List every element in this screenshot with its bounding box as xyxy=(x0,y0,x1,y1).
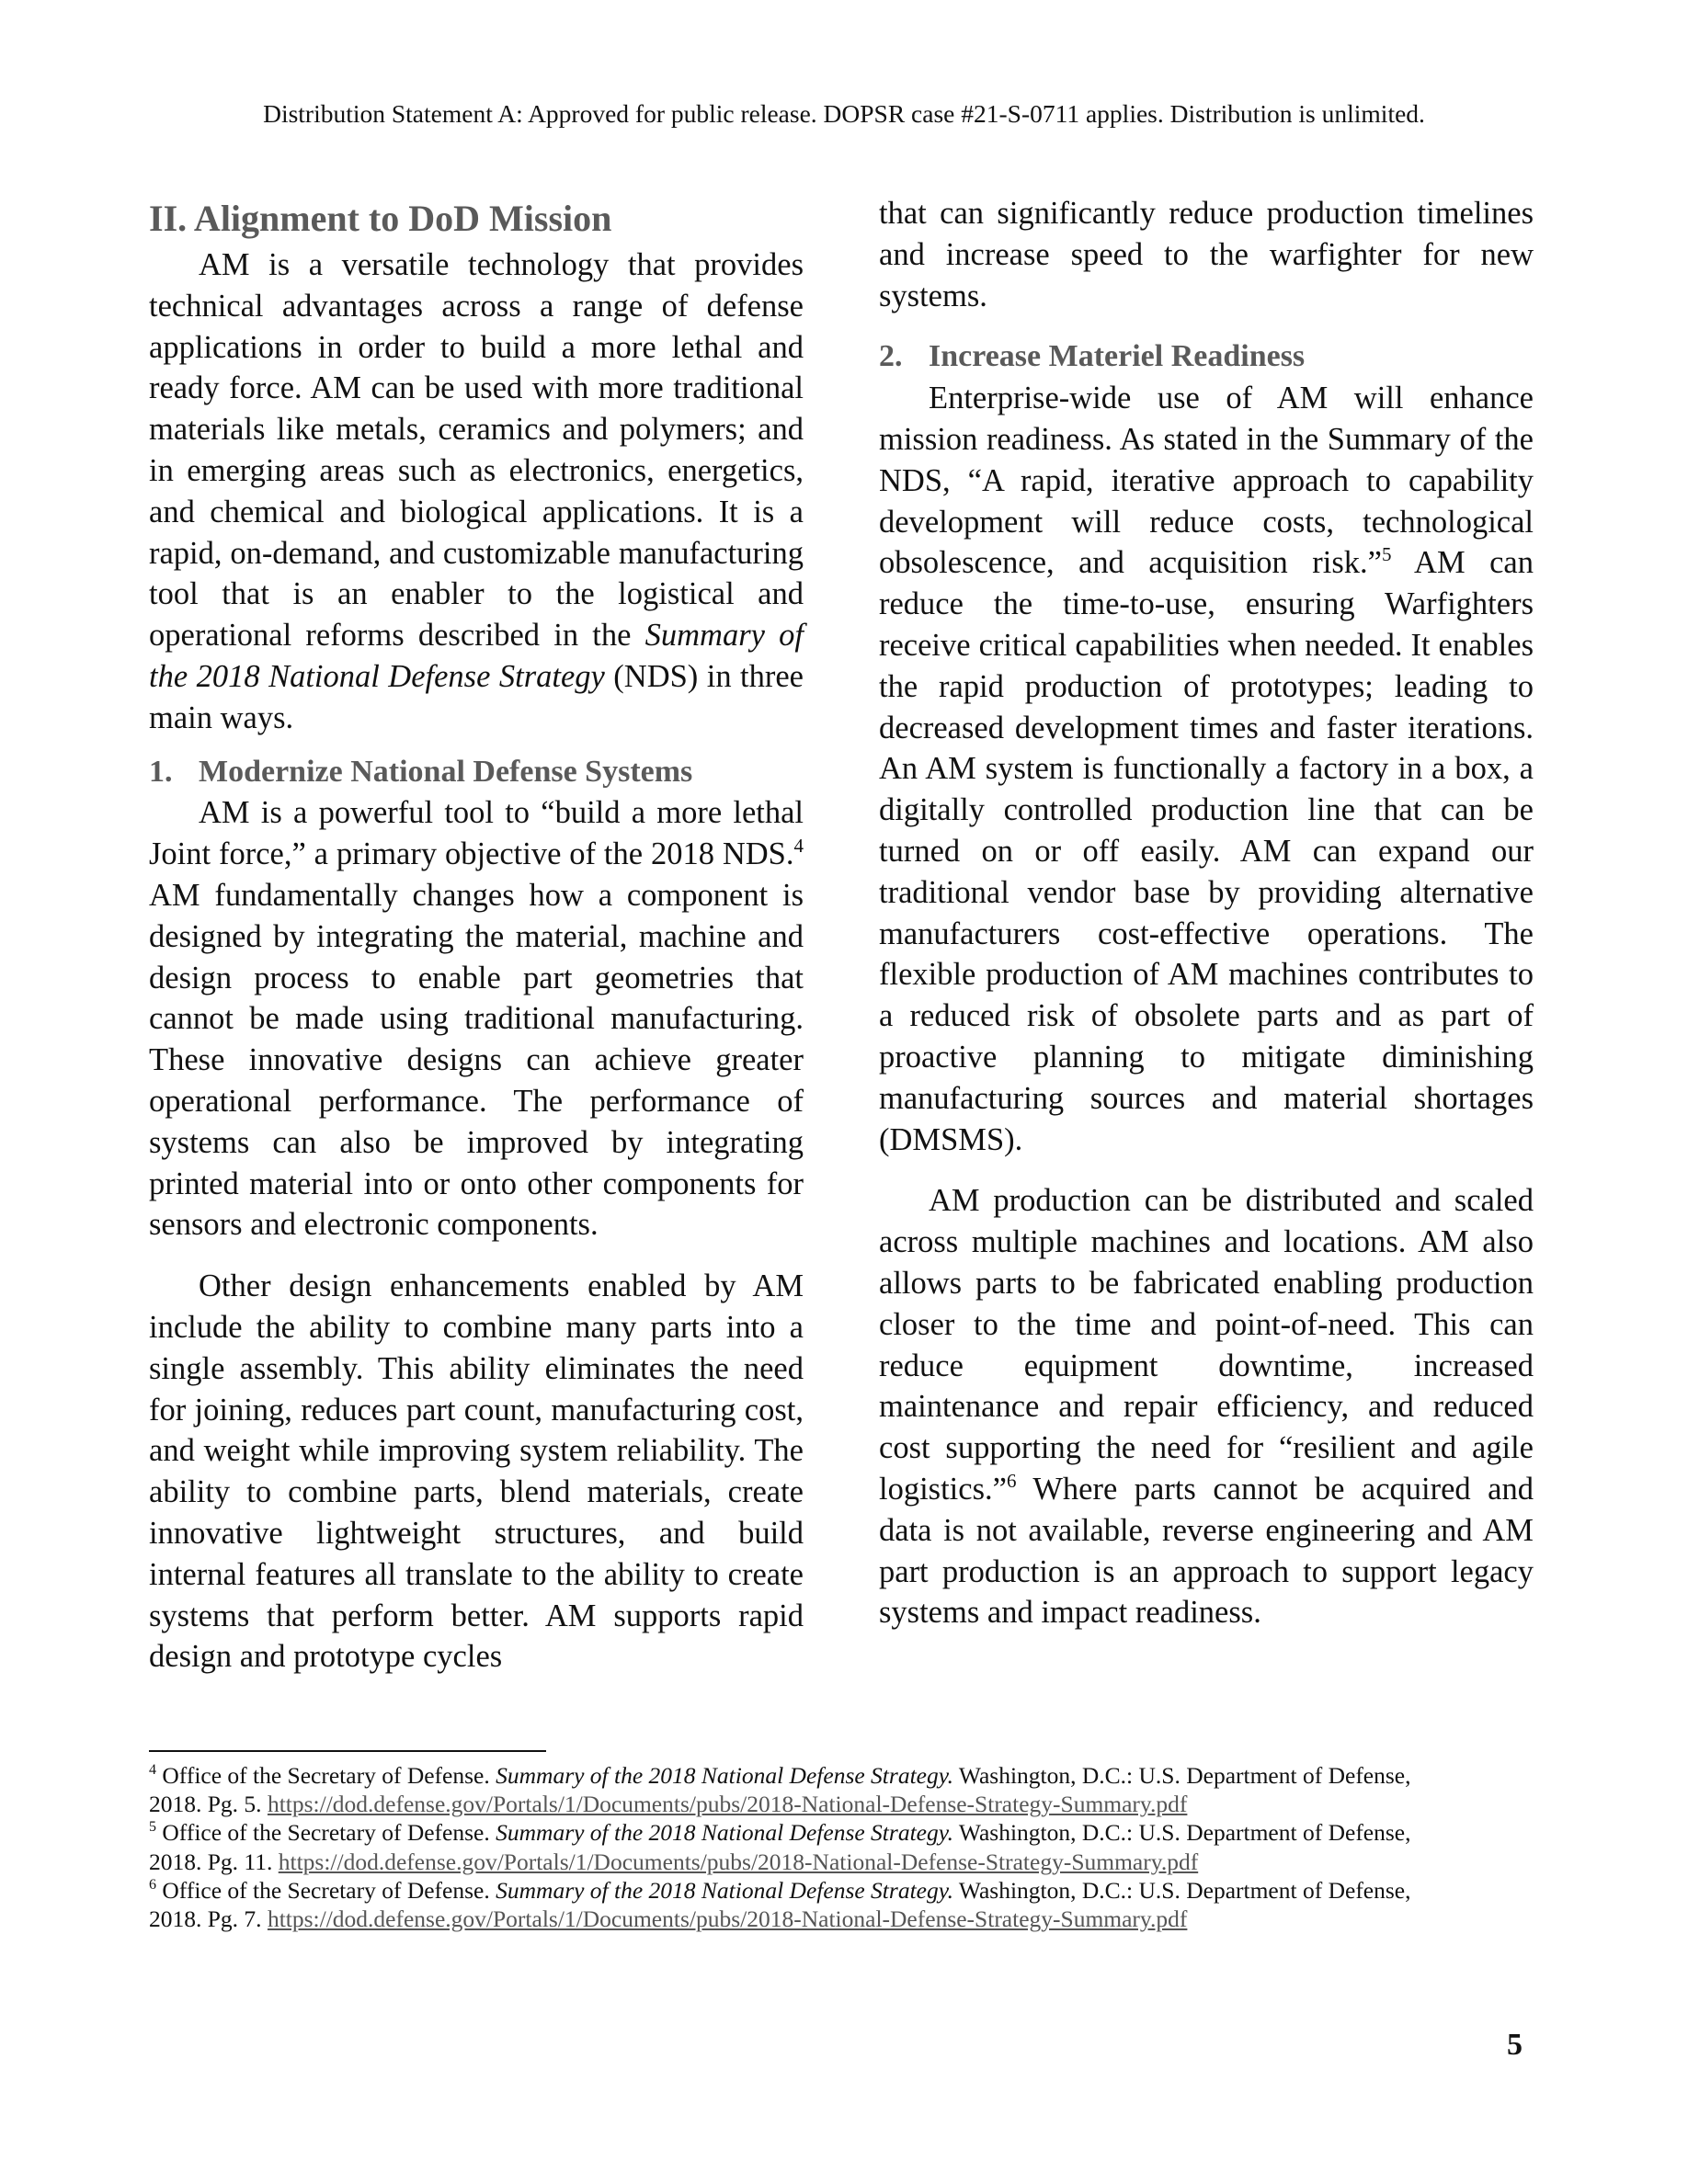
paragraph-text: AM fundamentally changes how a component is designed by integrating the material, machine and design process to enable part geometries that cannot be made using traditional manufacturing. These innovative designs can achieve greater operational performance. The performance of systems can also be improved by integrating printed material into or onto other components for sensors and electronic components. xyxy=(149,877,804,1243)
footnote-4-line-2 xyxy=(149,1790,1546,1818)
subsection-1-heading xyxy=(149,752,804,793)
footnote-separator xyxy=(149,1750,546,1752)
footnote-publisher: Washington, D.C.: U.S. Department of Defense, xyxy=(953,1762,1411,1789)
footnote-work: Summary of the 2018 National Defense Strategy. xyxy=(496,1876,954,1904)
footnote-5 xyxy=(149,1818,1546,1847)
subsection-1-paragraph-2: Other design enhancements enabled by AM include the ability to combine many parts into a single assembly. This ability eliminates the need for joining, reduces part count, manufacturing cost, and weight while improving system reliability. The ability to combine parts, blend materials, create innovative lightweight structures, and build internal features all translate to the ability to create systems that perform better. AM supports rapid design and prototype cycles xyxy=(149,1268,804,1675)
left-column xyxy=(149,193,804,1678)
footnote-mark: 4 xyxy=(149,1762,156,1778)
footnote-link[interactable]: https://dod.defense.gov/Portals/1/Documents/pubs/2018-National-Defense-Strategy-Summary.pdf xyxy=(278,1848,1199,1875)
subsection-2-heading xyxy=(879,336,1534,378)
footnote-publisher: Washington, D.C.: U.S. Department of Defense, xyxy=(953,1876,1411,1904)
right-column xyxy=(879,193,1534,1633)
subsection-1-paragraph-1 xyxy=(149,792,804,1246)
paragraph-text: Where parts cannot be acquired and data is not available, reverse engineering and AM part production is an approach to support legacy systems and impact readiness. xyxy=(879,1471,1534,1631)
paragraph-text: Enterprise-wide use of AM will enhance mission readiness. As stated in the Summary of the NDS, “A rapid, iterative approach to capability development will reduce costs, technological obsolescence, and acquisition risk.” xyxy=(879,381,1534,581)
footnote-5-line-2 xyxy=(149,1848,1546,1876)
footnote-6-line-2 xyxy=(149,1905,1546,1933)
paragraph-text: AM can reduce the time-to-use, ensuring Warfighters receive critical capabilities when needed. It enables the rapid production of prototypes; leading to decreased development times and faster iterations. An AM system is functionally a factory in a box, a digitally controlled production line that can be turned on or off easily. AM can expand our traditional vendor base by providing alternative manufacturers cost-effective operations. The flexible production of AM machines contributes to a reduced risk of obsolete parts and as part of proactive planning to mitigate diminishing manufacturing sources and material shortages (DMSMS). xyxy=(879,545,1534,1157)
footnote-pages: 2018. Pg. 7. xyxy=(149,1905,268,1933)
footnote-ref-5[interactable]: 5 xyxy=(1381,543,1392,566)
footnote-link[interactable]: https://dod.defense.gov/Portals/1/Documents/pubs/2018-National-Defense-Strategy-Summary.pdf xyxy=(267,1905,1188,1933)
subsection-1-paragraph-2-continued: that can significantly reduce production timelines and increase speed to the warfighter for new systems. xyxy=(879,196,1534,313)
intro-text-end: (NDS) in three main ways. xyxy=(149,658,804,735)
footnote-6 xyxy=(149,1876,1546,1905)
footnote-4 xyxy=(149,1761,1546,1790)
distribution-statement: Distribution Statement A: Approved for public release. DOPSR case #21-S-0711 applies. Distribution is unlimited. xyxy=(263,99,1425,128)
footnote-work: Summary of the 2018 National Defense Strategy. xyxy=(496,1762,954,1789)
subsection-2-number: 2. xyxy=(879,339,903,374)
footnote-link[interactable]: https://dod.defense.gov/Portals/1/Documents/pubs/2018-National-Defense-Strategy-Summary.pdf xyxy=(267,1791,1188,1818)
section-intro-paragraph xyxy=(149,245,804,739)
footnote-publisher: Washington, D.C.: U.S. Department of Defense, xyxy=(953,1819,1411,1847)
footnotes xyxy=(149,1761,1546,1933)
section-title: II. Alignment to DoD Mission xyxy=(149,198,612,239)
subsection-1-number: 1. xyxy=(149,754,173,789)
footnote-ref-6[interactable]: 6 xyxy=(1006,1469,1017,1492)
footnote-author: Office of the Secretary of Defense. xyxy=(156,1819,496,1847)
footnote-mark: 5 xyxy=(149,1819,156,1836)
page-number: 5 xyxy=(1507,2028,1523,2062)
footnote-author: Office of the Secretary of Defense. xyxy=(156,1876,496,1904)
subsection-1-title: Modernize National Defense Systems xyxy=(199,754,693,789)
paragraph-text: AM production can be distributed and scaled across multiple machines and locations. AM also allows parts to be fabricated enabling production closer to the time and point-of-need. This can reduce equipment downtime, increased maintenance and repair efficiency, and reduced cost supporting the need for “resilient and agile logistics.” xyxy=(879,1183,1534,1507)
footnote-work: Summary of the 2018 National Defense Strategy. xyxy=(496,1819,954,1847)
subsection-2-title: Increase Materiel Readiness xyxy=(929,339,1306,374)
footnote-ref-4[interactable]: 4 xyxy=(793,835,804,858)
intro-text: AM is a versatile technology that provides technical advantages across a range of defense applications in order to build a more lethal and ready force. AM can be used with more traditional materials like metals, ceramics and polymers; and in emerging areas such as electronics, energetics, and chemical and biological applications. It is a rapid, on-demand, and customizable manufacturing tool that is an enabler to the logistical and operational reforms described in the xyxy=(149,247,804,654)
footnote-pages: 2018. Pg. 11. xyxy=(149,1848,279,1875)
footnote-mark: 6 xyxy=(149,1876,156,1893)
subsection-2-paragraph-1 xyxy=(879,378,1534,1160)
nds-title-italic: Summary of the 2018 National Defense Strategy xyxy=(149,618,804,694)
footnote-author: Office of the Secretary of Defense. xyxy=(156,1762,496,1789)
paragraph-text: AM is a powerful tool to “build a more lethal Joint force,” a primary objective of the 2018 NDS. xyxy=(149,795,804,872)
subsection-2-paragraph-2 xyxy=(879,1180,1534,1633)
footnote-pages: 2018. Pg. 5. xyxy=(149,1791,268,1818)
